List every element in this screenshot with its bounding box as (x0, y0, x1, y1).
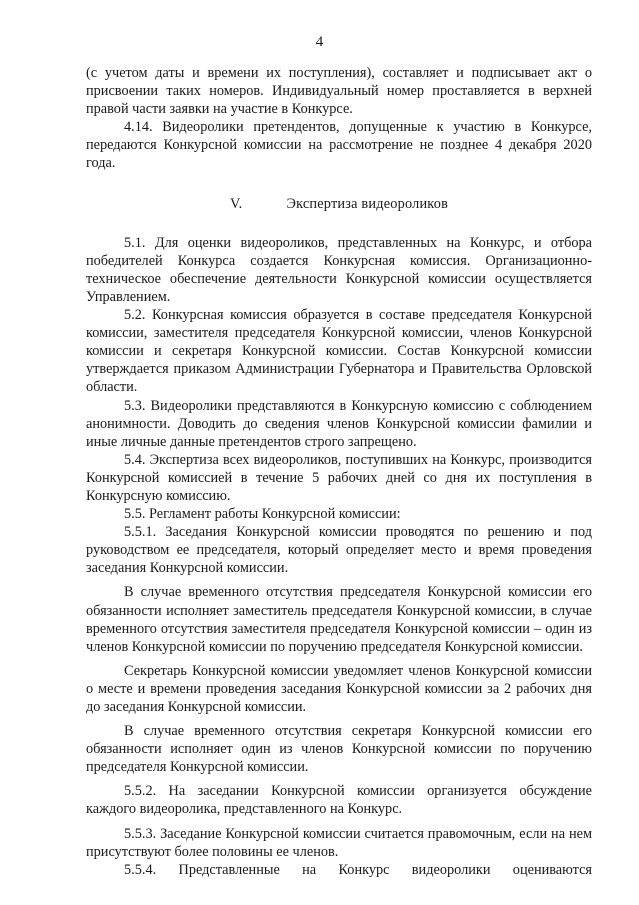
paragraph-secretary-absence: В случае временного отсутствия секретаря Конкурсной комиссии его обязанности исполняет один из членов Конкурсной комиссии по поручению председателя Конкурсной комиссии. (86, 723, 592, 776)
paragraph-5-1: 5.1. Для оценки видеороликов, представленных на Конкурс, и отбора победителей Конкурса создается Конкурсная комиссия. Организационно-техническое обеспечение деятельности Конкурсной комиссии осуществляется Управлением. (86, 234, 592, 305)
paragraph-5-5: 5.5. Регламент работы Конкурсной комиссии: (124, 506, 401, 523)
section-title: Экспертиза видеороликов (286, 195, 449, 212)
paragraph-5-5-1: 5.5.1. Заседания Конкурсной комиссии проводятся по решению и под руководством ее председателя, который определяет место и время проведения заседания Конкурсной комиссии. (86, 524, 592, 577)
paragraph-5-5-2: 5.5.2. На заседании Конкурсной комиссии организуется обсуждение каждого видеоролика, представленного на Конкурс. (86, 783, 592, 818)
section-number: V. (229, 195, 243, 212)
paragraph-5-2: 5.2. Конкурсная комиссия образуется в составе председателя Конкурсной комиссии, заместителя председателя Конкурсной комиссии, членов Конкурсной комиссии и секретаря Конкурсной комиссии. Состав Конкурсной комиссии утверждается приказом Администрации Губернатора и Правительства Орловской области. (86, 307, 592, 396)
document-body (86, 64, 592, 879)
paragraph-5-4: 5.4. Экспертиза всех видеороликов, поступивших на Конкурс, производится Конкурсной комиссией в течение 5 рабочих дней со дня их поступления в Конкурсную комиссию. (86, 451, 592, 504)
paragraph-5-5-3: 5.5.3. Заседание Конкурсной комиссии считается правомочным, если на нем присутствуют более половины ее членов. (86, 825, 592, 860)
paragraph-5-3: 5.3. Видеоролики представляются в Конкурсную комиссию с соблюдением анонимности. Доводить до сведения членов Конкурсной комиссии фамилии и иные личные данные претендентов строго запрещено. (86, 397, 592, 450)
paragraph-5-5-4: 5.5.4. Представленные на Конкурс видеоролики оцениваются (124, 861, 592, 878)
paragraph-secretary-notice: Секретарь Конкурсной комиссии уведомляет членов Конкурсной комиссии о месте и времени проведения заседания Конкурсной комиссии за 2 рабочих дня до заседания Конкурсной комиссии. (86, 662, 592, 715)
paragraph-continuation: (с учетом даты и времени их поступления), составляет и подписывает акт о присвоении таких номеров. Индивидуальный номер проставляется в верхней правой части заявки на участие в Конкурсе. (86, 65, 592, 118)
paragraph-4-14: 4.14. Видеоролики претендентов, допущенные к участию в Конкурсе, передаются Конкурсной комиссии на рассмотрение не позднее 4 декабря 2020 года. (86, 119, 592, 172)
section-heading (86, 195, 592, 213)
paragraph-chair-absence: В случае временного отсутствия председателя Конкурсной комиссии его обязанности исполняет заместитель председателя Конкурсной комиссии, в случае временного отсутствия заместителя председателя Конкурсной комиссии – один из членов Конкурсной комиссии по поручению председателя Конкурсной комиссии. (86, 584, 592, 655)
page-number: 4 (315, 34, 324, 50)
